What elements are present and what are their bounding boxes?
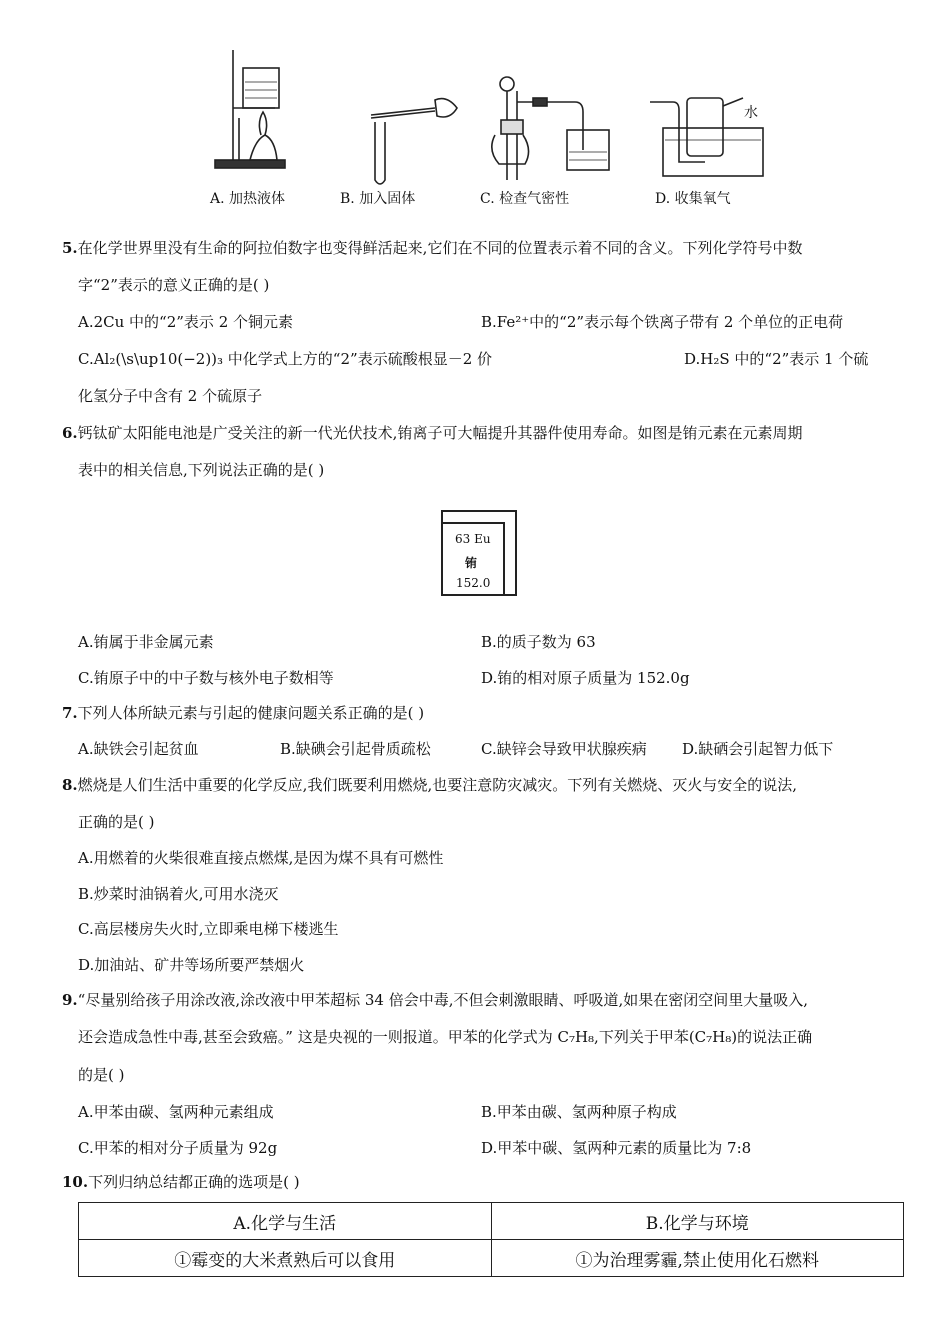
element-card-front — [443, 522, 505, 596]
question-6-option-d: D.铕的相对原子质量为 152.0g — [481, 669, 690, 687]
question-5-option-d: D.H₂S 中的“2”表示 1 个硫 — [684, 350, 869, 368]
question-8-number: 8. — [62, 776, 78, 794]
question-9-option-a: A.甲苯由碳、氢两种元素组成 — [78, 1103, 274, 1121]
caption-apparatus-b: B. 加入固体 — [340, 191, 416, 207]
element-number-symbol: 63 Eu — [455, 532, 491, 546]
question-8-option-a: A.用燃着的火柴很难直接点燃煤,是因为煤不具有可燃性 — [78, 849, 444, 867]
question-6-option-b: B.的质子数为 63 — [481, 633, 596, 651]
question-7-stem: 下列人体所缺元素与引起的健康问题关系正确的是( ) — [77, 704, 425, 722]
question-10-table — [78, 1202, 904, 1277]
question-10-stem-line1 — [62, 1172, 300, 1192]
question-10-number: 10. — [62, 1173, 89, 1191]
question-5-number: 5. — [62, 239, 78, 257]
question-7-stem-line1 — [62, 703, 424, 723]
question-8-stem: 燃烧是人们生活中重要的化学反应,我们既要利用燃烧,也要注意防灾减灾。下列有关燃烧、灭火与安全的说法, — [77, 776, 797, 794]
question-9-option-c: C.甲苯的相对分子质量为 92g — [78, 1139, 278, 1157]
question-8-option-c: C.高层楼房失火时,立即乘电梯下楼逃生 — [78, 920, 339, 938]
question-7-option-b: B.缺碘会引起骨质疏松 — [280, 740, 431, 758]
question-5-option-c: C.Al₂(\s\up10(−2))₃ 中化学式上方的“2”表示硫酸根显－2 价 — [78, 350, 493, 368]
element-card-europium — [441, 510, 517, 596]
question-6-option-c: C.铕原子中的中子数与核外电子数相等 — [78, 669, 334, 687]
question-8-option-d: D.加油站、矿井等场所要严禁烟火 — [78, 956, 305, 974]
question-10-stem: 下列归纳总结都正确的选项是( ) — [88, 1173, 300, 1191]
question-5-option-a: A.2Cu 中的“2”表示 2 个铜元素 — [78, 313, 294, 331]
question-9-stem: “尽量别给孩子用涂改液,涂改液中甲苯超标 34 倍会中毒,不但会刺激眼睛、呼吸道,如果在密闭空间里大量吸入, — [77, 991, 809, 1009]
apparatus-a-heating-liquid — [215, 50, 285, 168]
table-cell: ①霉变的大米煮熟后可以食用 — [79, 1240, 492, 1277]
question-5-option-b: B.Fe²⁺中的“2”表示每个铁离子带有 2 个单位的正电荷 — [481, 313, 844, 331]
table-row — [79, 1203, 904, 1240]
table-header-b: B.化学与环境 — [491, 1203, 904, 1240]
question-8-stem-line1 — [62, 775, 797, 795]
table-header-a: A.化学与生活 — [79, 1203, 492, 1240]
question-9-option-d: D.甲苯中碳、氢两种元素的质量比为 7:8 — [481, 1139, 752, 1157]
apparatus-b-adding-solid — [371, 99, 457, 184]
caption-apparatus-d: D. 收集氧气 — [655, 191, 731, 207]
apparatus-c-airtightness — [492, 77, 609, 180]
table-cell: ①为治理雾霾,禁止使用化石燃料 — [491, 1240, 904, 1277]
question-5-stem-line1 — [62, 238, 802, 258]
caption-apparatus-c: C. 检查气密性 — [480, 191, 570, 207]
question-9-stem-line3: 的是( ) — [78, 1066, 125, 1084]
question-9-stem-line1 — [62, 990, 808, 1010]
question-9-number: 9. — [62, 991, 78, 1009]
question-6-number: 6. — [62, 424, 78, 442]
question-9-stem-line2: 还会造成急性中毒,甚至会致癌。” 这是央视的一则报道。甲苯的化学式为 C₇H₈,下列关于甲苯(C₇H₈)的说法正确 — [78, 1028, 813, 1046]
question-6-stem-line1 — [62, 423, 802, 443]
element-name: 铕 — [465, 556, 478, 570]
question-6-option-a: A.铕属于非金属元素 — [78, 633, 214, 651]
caption-apparatus-d-label: 水 — [744, 105, 758, 121]
question-9-option-b: B.甲苯由碳、氢两种原子构成 — [481, 1103, 677, 1121]
question-8-stem-line2: 正确的是( ) — [78, 813, 155, 831]
question-5-option-d-cont: 化氢分子中含有 2 个硫原子 — [78, 387, 263, 405]
caption-apparatus-a: A. 加热液体 — [210, 191, 286, 207]
question-6-stem-line2: 表中的相关信息,下列说法正确的是( ) — [78, 461, 325, 479]
element-mass: 152.0 — [456, 576, 491, 590]
question-6-stem: 钙钛矿太阳能电池是广受关注的新一代光伏技术,铕离子可大幅提升其器件使用寿命。如图是铕元素在元素周期 — [77, 424, 803, 442]
question-8-option-b: B.炒菜时油锅着火,可用水浇灭 — [78, 885, 279, 903]
table-row — [79, 1240, 904, 1277]
question-7-option-d: D.缺硒会引起智力低下 — [682, 740, 834, 758]
question-7-number: 7. — [62, 704, 78, 722]
question-7-option-a: A.缺铁会引起贫血 — [78, 740, 199, 758]
question-5-stem-line2: 字“2”表示的意义正确的是( ) — [78, 276, 270, 294]
question-5-stem: 在化学世界里没有生命的阿拉伯数字也变得鲜活起来,它们在不同的位置表示着不同的含义。下列化学符号中数 — [77, 239, 803, 257]
question-7-option-c: C.缺锌会导致甲状腺疾病 — [481, 740, 647, 758]
